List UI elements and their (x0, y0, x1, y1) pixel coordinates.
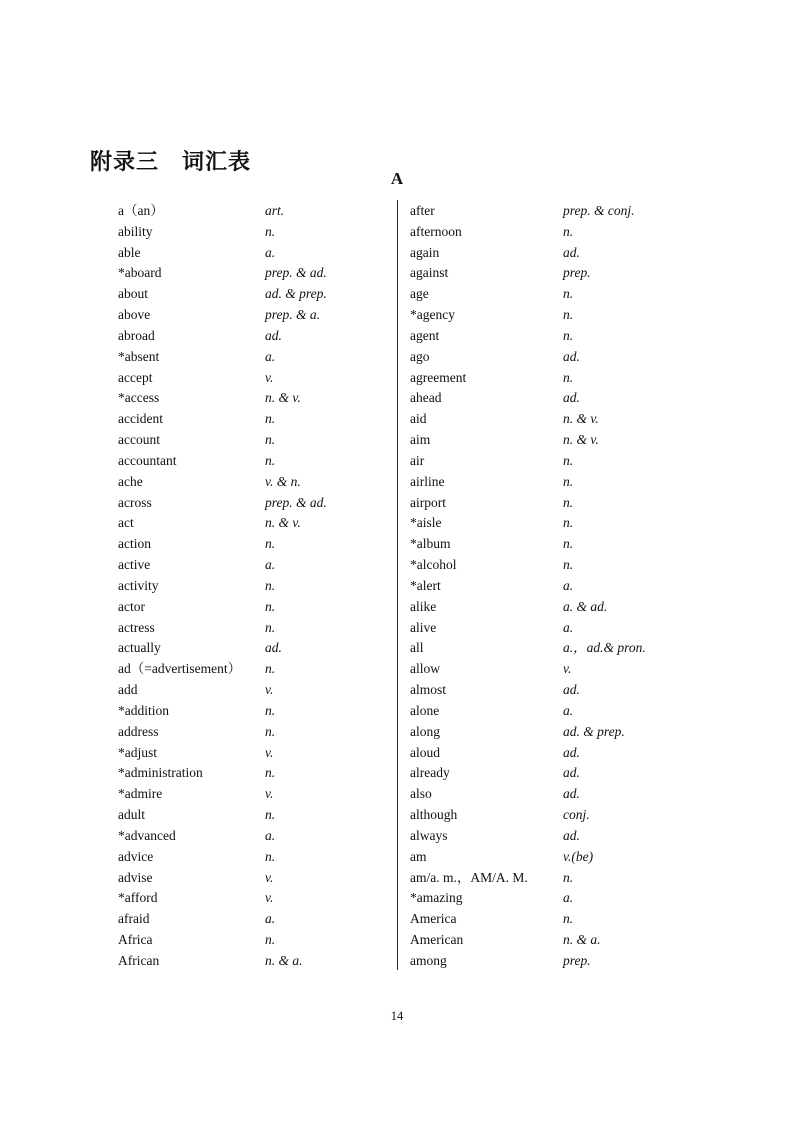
vocab-row (118, 368, 390, 389)
vocab-part-of-speech: n. (265, 848, 276, 864)
vocab-row (118, 576, 390, 597)
vocab-row (118, 847, 390, 868)
vocab-row (118, 784, 390, 805)
vocab-part-of-speech: v. & n. (265, 473, 301, 489)
vocab-word: active (118, 557, 151, 573)
vocab-part-of-speech: ad. & prep. (563, 723, 625, 739)
vocab-part-of-speech: n. (563, 494, 574, 510)
vocab-row (118, 222, 390, 243)
vocab-word: *alcohol (410, 557, 457, 573)
vocab-row (118, 513, 390, 534)
vocab-row (118, 659, 390, 680)
vocab-word: aid (410, 411, 427, 427)
vocab-part-of-speech: n. (265, 765, 276, 781)
vocab-word: *adjust (118, 744, 157, 760)
vocab-row (410, 451, 700, 472)
vocab-part-of-speech: n. & v. (563, 411, 599, 427)
vocab-row (118, 388, 390, 409)
vocab-part-of-speech: n. (563, 869, 574, 885)
vocab-word: air (410, 452, 425, 468)
vocab-row (118, 555, 390, 576)
vocab-part-of-speech: a.，ad.& pron. (563, 640, 646, 656)
vocab-word: *administration (118, 765, 203, 781)
vocab-word: *album (410, 536, 451, 552)
vocab-part-of-speech: n. (265, 432, 276, 448)
vocab-word: African (118, 952, 160, 968)
vocab-row (118, 493, 390, 514)
vocab-word: above (118, 307, 151, 323)
vocab-row (410, 618, 700, 639)
vocab-word: almost (410, 682, 446, 698)
vocab-part-of-speech: prep. & conj. (563, 203, 635, 218)
vocab-word: airline (410, 473, 445, 489)
vocab-part-of-speech: prep. (563, 265, 591, 281)
vocab-part-of-speech: n. (265, 931, 276, 947)
vocab-row (410, 784, 700, 805)
vocab-row (410, 284, 700, 305)
vocab-word: accident (118, 411, 163, 427)
vocab-row (410, 201, 700, 222)
vocab-word: ache (118, 473, 143, 489)
vocab-word: *afford (118, 890, 158, 906)
vocab-part-of-speech: v. (265, 744, 274, 760)
vocab-row (410, 722, 700, 743)
vocab-word: *aboard (118, 265, 162, 281)
vocab-row (118, 868, 390, 889)
vocab-word: American (410, 931, 464, 947)
vocab-part-of-speech: ad. (563, 765, 580, 781)
vocab-word: ahead (410, 390, 442, 406)
vocab-part-of-speech: n. (265, 807, 276, 823)
vocab-row (118, 347, 390, 368)
vocab-word: aim (410, 432, 431, 448)
vocab-part-of-speech: n. (265, 577, 276, 593)
vocab-part-of-speech: ad. (563, 390, 580, 406)
vocab-word: agent (410, 327, 440, 343)
vocab-row (118, 243, 390, 264)
vocab-part-of-speech: a. (563, 702, 574, 718)
vocab-row (410, 243, 700, 264)
vocab-word: act (118, 515, 134, 531)
vocab-part-of-speech: a. (265, 348, 276, 364)
vocab-word: *agency (410, 307, 455, 323)
vocab-part-of-speech: n. (563, 327, 574, 343)
vocab-part-of-speech: a. (265, 827, 276, 843)
vocab-column-left (118, 201, 390, 972)
vocab-part-of-speech: a. & ad. (563, 598, 608, 614)
vocab-word: am (410, 848, 427, 864)
vocab-row (410, 888, 700, 909)
vocab-part-of-speech: a. (563, 577, 574, 593)
vocab-row (118, 805, 390, 826)
vocab-word: after (410, 203, 435, 218)
vocab-row (118, 618, 390, 639)
vocab-part-of-speech: ad. (563, 827, 580, 843)
vocab-part-of-speech: conj. (563, 807, 590, 823)
vocab-part-of-speech: prep. & ad. (265, 265, 327, 281)
vocab-word: add (118, 682, 138, 698)
vocab-part-of-speech: n. (265, 452, 276, 468)
vocab-row (410, 534, 700, 555)
vocab-word: America (410, 911, 457, 927)
vocab-row (118, 763, 390, 784)
vocab-part-of-speech: n. (265, 723, 276, 739)
vocab-word: alive (410, 619, 437, 635)
vocab-row (410, 680, 700, 701)
vocab-row (410, 347, 700, 368)
vocab-word: although (410, 807, 458, 823)
vocab-part-of-speech: ad. (563, 682, 580, 698)
vocab-row (118, 743, 390, 764)
page-title: 附录三 词汇表 (90, 148, 252, 174)
vocab-row (410, 576, 700, 597)
vocab-word: ability (118, 223, 153, 239)
vocab-part-of-speech: n. (265, 661, 276, 677)
vocab-word: again (410, 244, 440, 260)
vocab-row (410, 222, 700, 243)
vocab-part-of-speech: prep. & ad. (265, 494, 327, 510)
vocab-part-of-speech: n. (563, 223, 574, 239)
vocab-row (410, 763, 700, 784)
vocab-row (410, 388, 700, 409)
vocab-part-of-speech: a. (563, 619, 574, 635)
vocab-column-right (410, 201, 700, 972)
vocab-word: account (118, 432, 160, 448)
vocab-part-of-speech: n. & v. (265, 390, 301, 406)
vocab-part-of-speech: n. (265, 619, 276, 635)
vocab-row (118, 930, 390, 951)
vocab-row (118, 722, 390, 743)
vocab-row (118, 451, 390, 472)
vocab-row (410, 263, 700, 284)
vocab-part-of-speech: v.(be) (563, 848, 594, 864)
vocab-row (410, 659, 700, 680)
vocab-row (410, 909, 700, 930)
vocab-row (118, 597, 390, 618)
vocab-word: against (410, 265, 449, 281)
vocab-row (410, 868, 700, 889)
vocab-word: *access (118, 390, 160, 406)
vocab-word: ad（=advertisement） (118, 661, 242, 677)
vocab-word: accountant (118, 452, 177, 468)
vocab-part-of-speech: n. (563, 307, 574, 323)
vocab-word: also (410, 786, 432, 802)
page-number: 14 (390, 1009, 404, 1023)
vocab-word: action (118, 536, 151, 552)
column-divider (397, 200, 398, 970)
vocab-row (410, 493, 700, 514)
vocab-word: about (118, 286, 148, 302)
vocab-row (118, 826, 390, 847)
vocab-part-of-speech: ad. (563, 786, 580, 802)
vocab-part-of-speech: n. (563, 557, 574, 573)
vocab-word: *advanced (118, 827, 176, 843)
vocab-word: accept (118, 369, 153, 385)
vocab-row (118, 409, 390, 430)
vocab-word: actor (118, 598, 145, 614)
vocab-word: able (118, 244, 141, 260)
vocab-word: allow (410, 661, 440, 677)
vocab-row (118, 951, 390, 972)
vocab-word: alike (410, 598, 437, 614)
vocab-word: advise (118, 869, 153, 885)
vocab-row (118, 638, 390, 659)
vocab-word: activity (118, 577, 159, 593)
vocab-row (118, 888, 390, 909)
vocab-row (410, 409, 700, 430)
vocab-row (410, 638, 700, 659)
vocab-row (118, 909, 390, 930)
vocab-word: Africa (118, 931, 153, 947)
vocab-part-of-speech: n. (265, 411, 276, 427)
vocab-part-of-speech: n. & a. (265, 952, 303, 968)
vocab-row (118, 326, 390, 347)
vocab-part-of-speech: n. (265, 598, 276, 614)
vocab-part-of-speech: n. (265, 536, 276, 552)
vocab-part-of-speech: n. (563, 452, 574, 468)
vocab-word: advice (118, 848, 154, 864)
vocab-part-of-speech: n. (563, 515, 574, 531)
vocab-row (410, 951, 700, 972)
vocab-row (118, 430, 390, 451)
vocab-word: always (410, 827, 448, 843)
vocab-part-of-speech: a. (563, 890, 574, 906)
vocab-part-of-speech: n. (265, 702, 276, 718)
vocab-part-of-speech: ad. (563, 244, 580, 260)
vocab-row (410, 305, 700, 326)
vocab-part-of-speech: v. (265, 869, 274, 885)
vocab-part-of-speech: prep. (563, 952, 591, 968)
vocab-word: am/a. m.，AM/A. M. (410, 869, 528, 885)
vocab-word: all (410, 640, 424, 656)
vocab-word: afternoon (410, 223, 462, 239)
vocab-row (410, 930, 700, 951)
vocab-word: adult (118, 807, 145, 823)
vocab-part-of-speech: art. (265, 203, 285, 218)
vocab-part-of-speech: ad. (265, 640, 282, 656)
vocab-row (118, 680, 390, 701)
vocab-row (118, 201, 390, 222)
section-letter-heading: A (390, 169, 404, 188)
vocab-word: already (410, 765, 450, 781)
vocab-row (410, 513, 700, 534)
vocab-part-of-speech: a. (265, 911, 276, 927)
vocab-part-of-speech: v. (265, 890, 274, 906)
vocab-part-of-speech: a. (265, 244, 276, 260)
vocab-part-of-speech: prep. & a. (265, 307, 320, 323)
vocab-part-of-speech: n. (563, 286, 574, 302)
vocab-row (118, 701, 390, 722)
vocab-word: address (118, 723, 159, 739)
vocab-part-of-speech: ad. (265, 327, 282, 343)
vocab-word: alone (410, 702, 440, 718)
vocab-part-of-speech: n. (563, 369, 574, 385)
vocab-part-of-speech: ad. (563, 744, 580, 760)
vocab-word: *addition (118, 702, 169, 718)
vocab-word: *amazing (410, 890, 463, 906)
vocab-word: among (410, 952, 447, 968)
vocab-word: ago (410, 348, 430, 364)
vocab-word: agreement (410, 369, 467, 385)
vocab-part-of-speech: n. & v. (563, 432, 599, 448)
vocab-word: abroad (118, 327, 155, 343)
vocab-word: actually (118, 640, 161, 656)
vocab-word: *aisle (410, 515, 442, 531)
vocab-row (410, 368, 700, 389)
vocab-part-of-speech: n. (563, 911, 574, 927)
vocab-row (410, 430, 700, 451)
vocab-row (118, 472, 390, 493)
vocab-part-of-speech: n. (563, 473, 574, 489)
vocab-word: a（an） (118, 203, 164, 218)
vocab-row (118, 263, 390, 284)
vocab-part-of-speech: v. (265, 786, 274, 802)
vocab-row (410, 826, 700, 847)
vocab-row (118, 284, 390, 305)
vocab-word: along (410, 723, 440, 739)
vocab-word: airport (410, 494, 446, 510)
vocab-part-of-speech: v. (563, 661, 572, 677)
vocab-word: actress (118, 619, 155, 635)
vocab-row (410, 805, 700, 826)
vocab-row (410, 743, 700, 764)
vocab-row (410, 847, 700, 868)
vocab-part-of-speech: v. (265, 682, 274, 698)
vocab-row (118, 305, 390, 326)
vocab-row (410, 555, 700, 576)
vocab-word: *admire (118, 786, 163, 802)
vocab-part-of-speech: ad. & prep. (265, 286, 327, 302)
vocab-part-of-speech: v. (265, 369, 274, 385)
vocab-word: afraid (118, 911, 150, 927)
vocab-word: *alert (410, 577, 441, 593)
vocab-row (118, 534, 390, 555)
vocab-row (410, 597, 700, 618)
vocab-part-of-speech: ad. (563, 348, 580, 364)
vocab-word: age (410, 286, 429, 302)
vocab-word: *absent (118, 348, 160, 364)
vocab-word: across (118, 494, 152, 510)
vocab-part-of-speech: n. & a. (563, 931, 601, 947)
vocab-part-of-speech: n. & v. (265, 515, 301, 531)
vocab-part-of-speech: a. (265, 557, 276, 573)
vocab-row (410, 701, 700, 722)
vocab-part-of-speech: n. (563, 536, 574, 552)
vocab-row (410, 326, 700, 347)
vocab-part-of-speech: n. (265, 223, 276, 239)
vocab-row (410, 472, 700, 493)
vocab-word: aloud (410, 744, 440, 760)
